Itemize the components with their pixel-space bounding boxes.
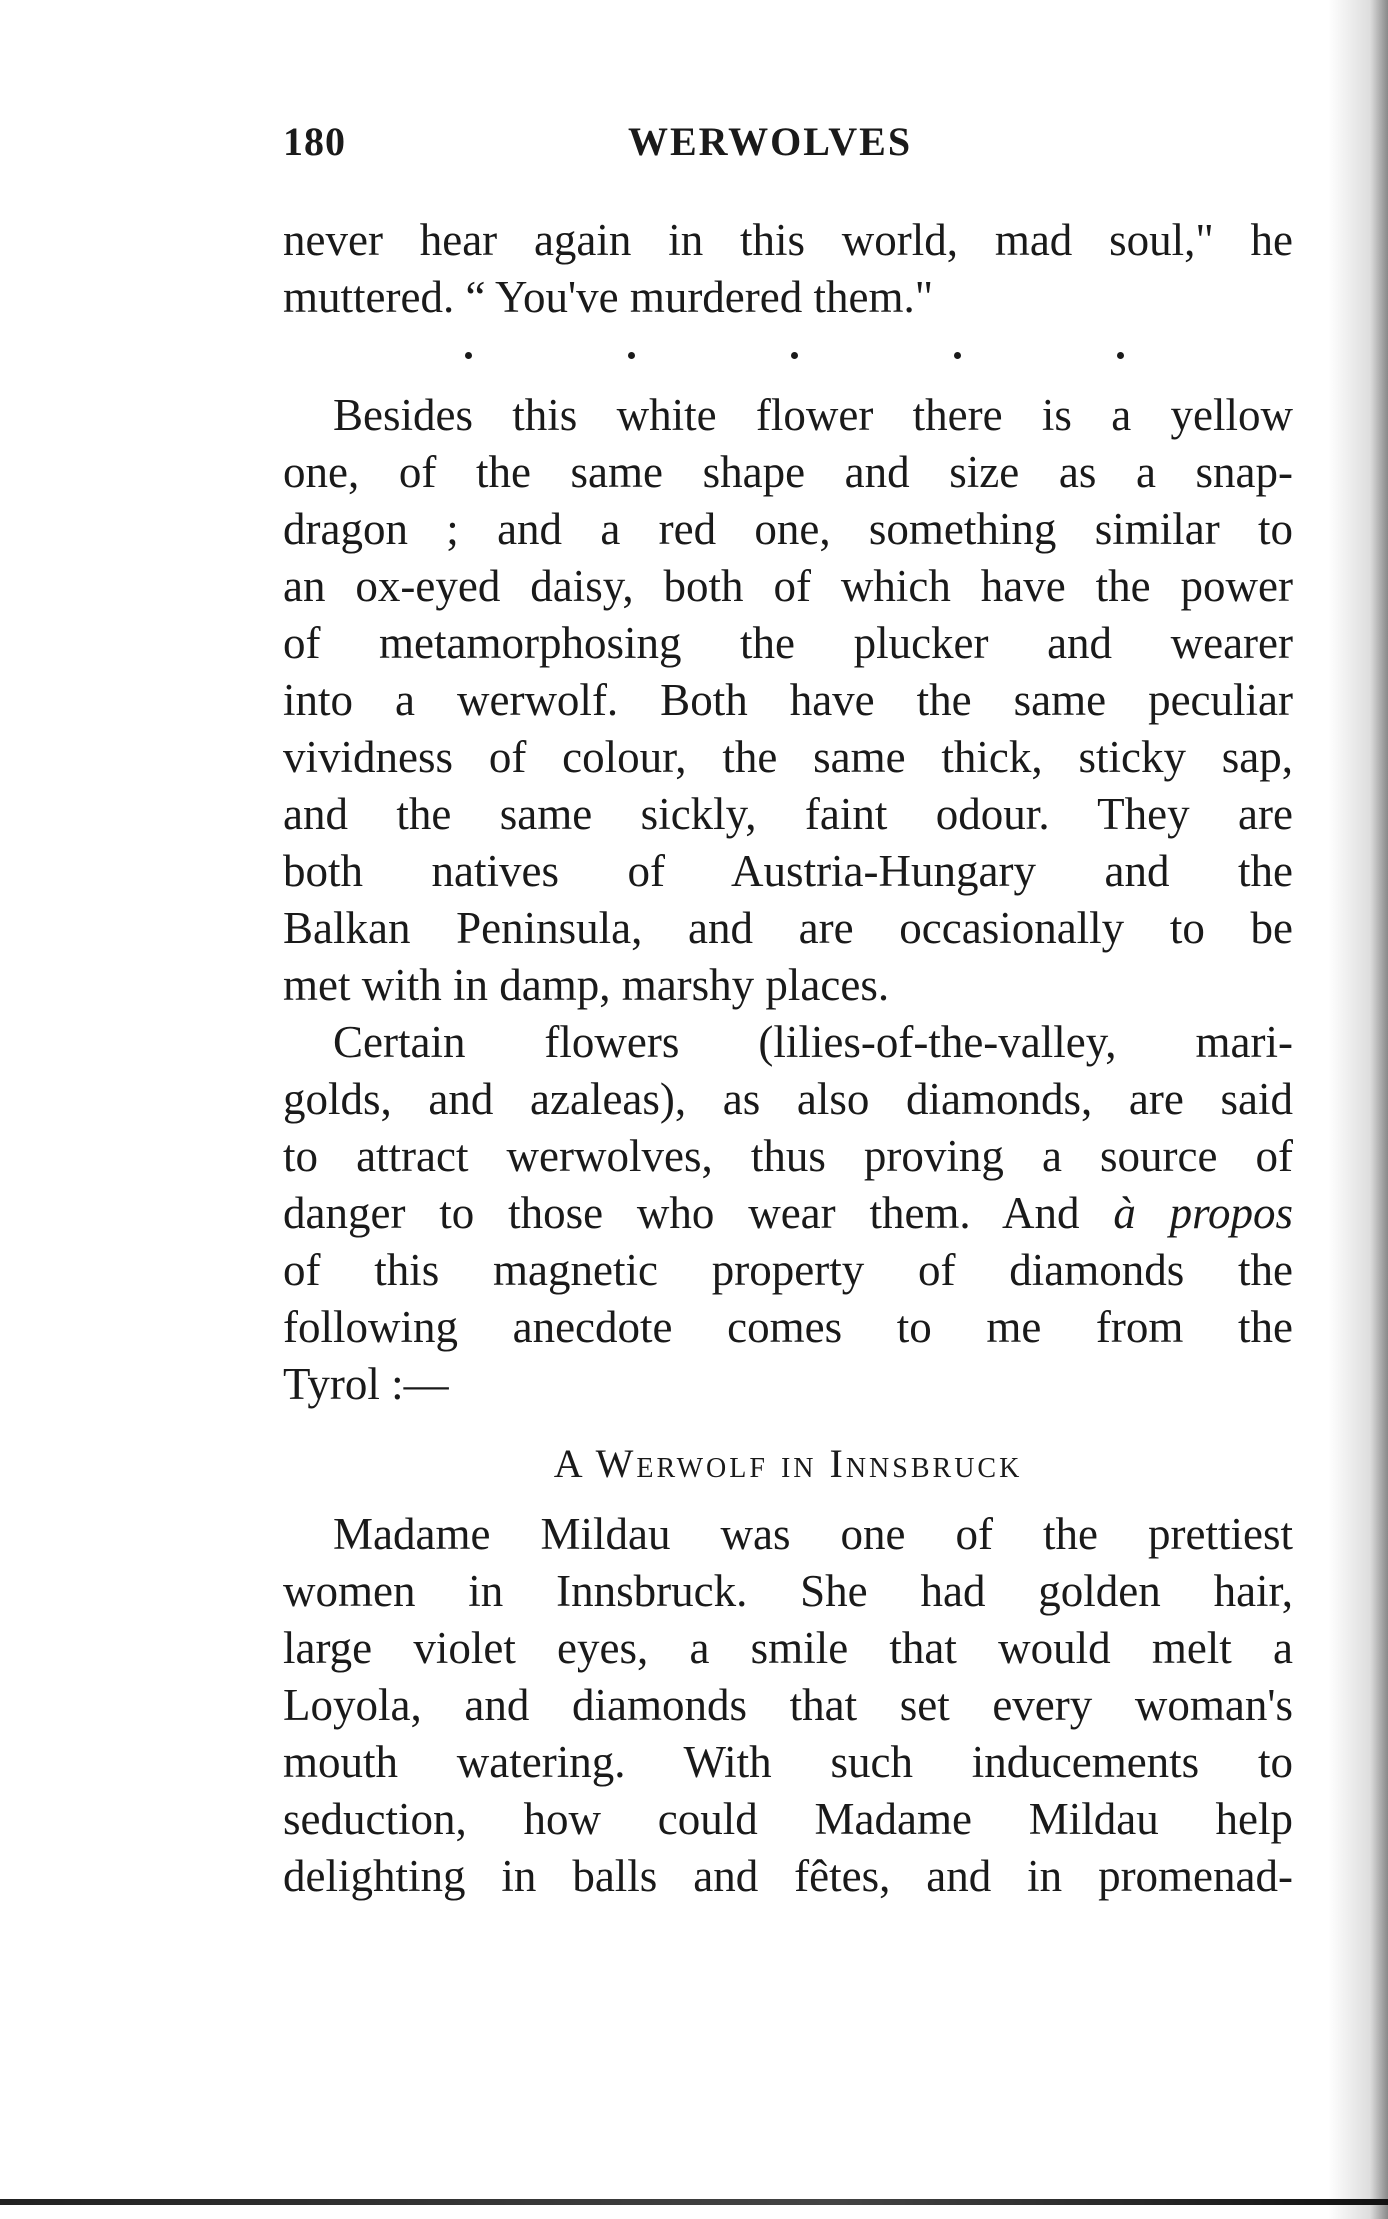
text-line: never hear again in this world, mad soul," he xyxy=(283,215,1293,265)
text-line: of this magnetic property of diamonds the xyxy=(283,1245,1293,1295)
text-line: into a werwolf. Both have the same peculiar xyxy=(283,675,1293,725)
text-line: an ox-eyed daisy, both of which have the power xyxy=(283,561,1293,611)
text-line: and the same sickly, faint odour. They are xyxy=(283,789,1293,839)
section-heading: A Werwolf in Innsbruck xyxy=(553,1441,1023,1486)
text-line: met with in damp, marshy places. xyxy=(283,960,890,1010)
text-line: both natives of Austria-Hungary and the xyxy=(283,846,1293,896)
section-break-dots xyxy=(283,326,1293,383)
text-line: Besides this white flower there is a yellow xyxy=(333,390,1293,440)
text-line: delighting in balls and fêtes, and in promenad- xyxy=(283,1851,1293,1901)
text-line: Madame Mildau was one of the prettiest xyxy=(333,1509,1293,1559)
text-line xyxy=(283,1185,1293,1242)
italic-phrase: à propos xyxy=(1113,1188,1294,1238)
text-line: Loyola, and diamonds that set every woman's xyxy=(283,1680,1293,1730)
page-header xyxy=(283,118,1293,178)
text-line: Certain flowers (lilies-of-the-valley, mari- xyxy=(333,1017,1293,1067)
text-span: danger to those who wear them. And xyxy=(283,1188,1114,1238)
dot xyxy=(628,352,635,359)
text-line: large violet eyes, a smile that would melt a xyxy=(283,1623,1293,1673)
page-number: 180 xyxy=(283,119,346,164)
text-line: to attract werwolves, thus proving a source of xyxy=(283,1131,1293,1181)
bottom-edge xyxy=(0,2199,1388,2205)
dot xyxy=(465,352,472,359)
body-text xyxy=(283,212,1293,1905)
text-line: Tyrol :— xyxy=(283,1359,449,1409)
text-line: vividness of colour, the same thick, sticky sap, xyxy=(283,732,1293,782)
running-title: WERWOLVES xyxy=(628,119,913,164)
text-line: women in Innsbruck. She had golden hair, xyxy=(283,1566,1293,1616)
dot xyxy=(791,352,798,359)
dot xyxy=(1117,352,1124,359)
page-edge-shadow xyxy=(1328,0,1388,2219)
text-line: Balkan Peninsula, and are occasionally to be xyxy=(283,903,1293,953)
text-line: mouth watering. With such inducements to xyxy=(283,1737,1293,1787)
text-line: seduction, how could Madame Mildau help xyxy=(283,1794,1293,1844)
dot xyxy=(954,352,961,359)
text-line: of metamorphosing the plucker and wearer xyxy=(283,618,1293,668)
text-line: muttered. “ You've murdered them." xyxy=(283,272,934,322)
text-line: one, of the same shape and size as a snap- xyxy=(283,447,1293,497)
text-line: dragon ; and a red one, something similar to xyxy=(283,504,1293,554)
text-line: following anecdote comes to me from the xyxy=(283,1302,1293,1352)
text-line: golds, and azaleas), as also diamonds, are said xyxy=(283,1074,1293,1124)
